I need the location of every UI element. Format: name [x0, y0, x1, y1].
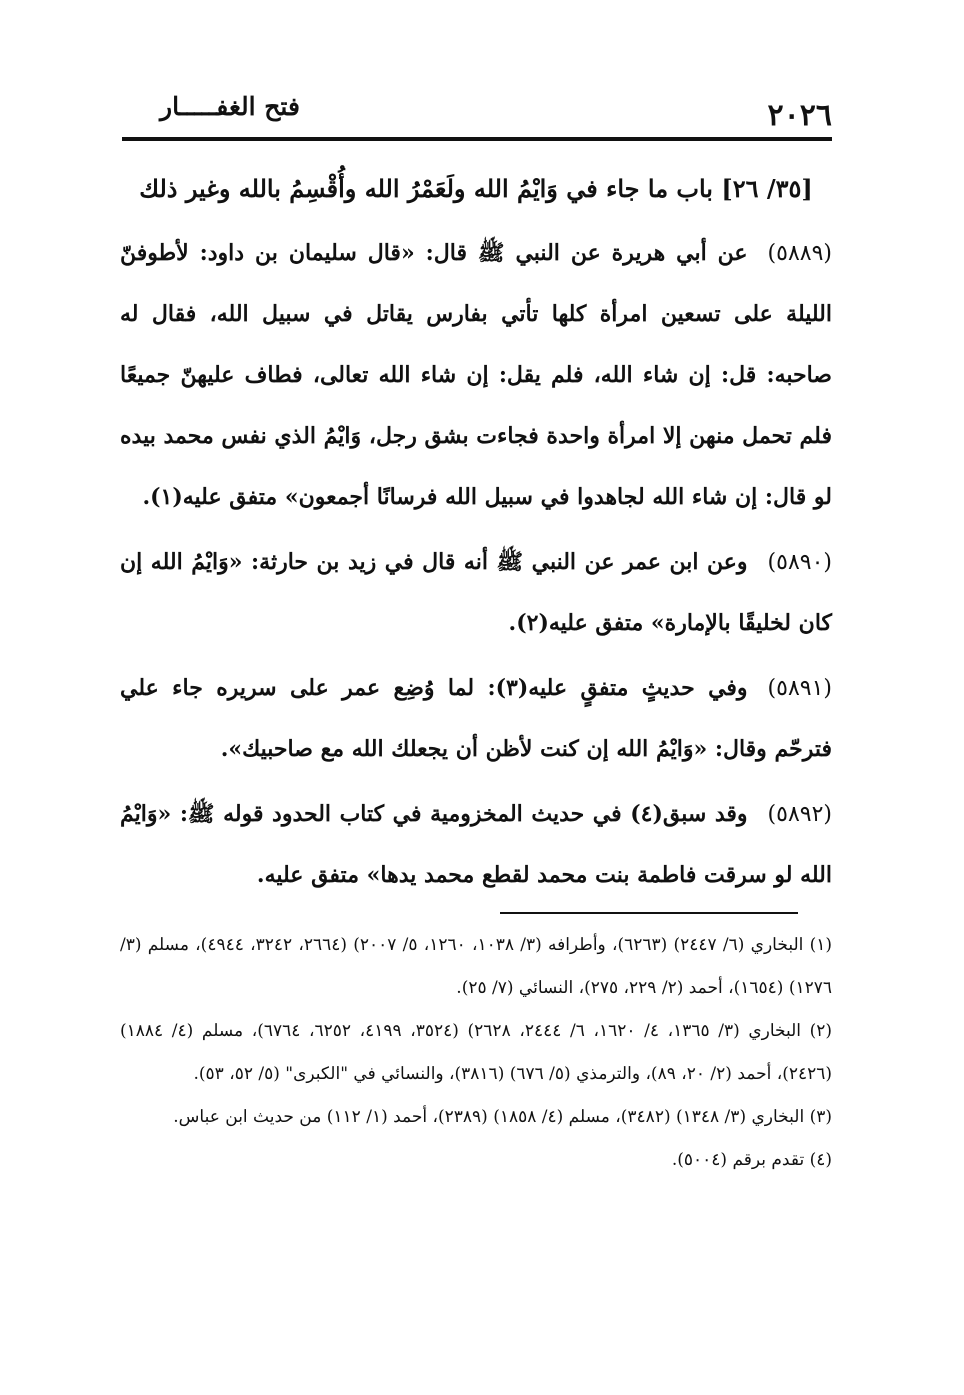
footnote: (٣) البخاري (٣/ ١٣٤٨) (٣٤٨٢)، مسلم (٤/ ١٨٥٨) (٢٣٨٩)، أحمد (١/ ١١٢) من حديث ابن عباس.: [173, 1107, 832, 1127]
hadith-paragraph: [120, 658, 832, 780]
hadith-paragraph: [120, 223, 832, 528]
hadith-number: (٥٨٩٠): [767, 550, 832, 575]
header-rule: [122, 137, 832, 141]
hadith-text: عن أبي هريرة عن النبي ﷺ قال: «قال سليمان بن داود: لأطوفنّ الليلة على تسعين امرأة كلها تأتي بفارس يقاتل في سبيل الله، فقال له صاحبه: قل: إن شاء الله، فلم يقل: إن شاء الله تعالى، فطاف عليهنّ جميعًا فلم تحمل منهن إلا امرأة واحدة فجاءت بشق رجل، وَايْمُ الذي نفس محمد بيده لو قال: إن شاء الله لجاهدوا في سبيل الله فرسانًا أجمعون» متفق عليه(١).: [120, 240, 832, 510]
main-text: [120, 158, 832, 910]
hadith-text: وقد سبق(٤) في حديث المخزومية في كتاب الحدود قوله ﷺ: «وَايْمُ الله لو سرقت فاطمة بنت محمد لقطع محمد يدها» متفق عليه.: [120, 801, 832, 888]
footnote: (٢) البخاري (٣/ ١٣٦٥، ٤/ ١٦٢٠، ٦/ ٢٤٤٤، ٢٦٢٨) (٣٥٢٤، ٤١٩٩، ٦٢٥٢، ٦٧٦٤)، مسلم (٤/ ١٨٨٤) (٢٤٢٦)، أحمد (٢/ ٢٠، ٨٩)، والترمذي (٥/ ٦٧٦) (٣٨١٦)، والنسائي في "الكبرى" (٥/ ٥٢، ٥٣).: [120, 1021, 833, 1084]
chapter-title: [٣٥/ ٢٦] باب ما جاء في وَايْمُ الله ولَعَمْرُ الله وأُقْسِمُ بالله وغير ذلك: [139, 174, 813, 203]
hadith-number: (٥٨٩١): [767, 676, 832, 701]
footnote: (١) البخاري (٦/ ٢٤٤٧) (٦٢٦٣)، وأطرافه (٣/ ١٠٣٨، ١٢٦٠، ٥/ ٢٠٠٧) (٢٦٦٤، ٣٢٤٢، ٤٩٤٤)، مسلم (٣/ ١٢٧٦) (١٦٥٤)، أحمد (٢/ ٢٢٩، ٢٧٥)، النسائي (٧/ ٢٥).: [120, 935, 833, 998]
page-header: [122, 92, 832, 138]
hadith-paragraph: [120, 532, 832, 654]
hadith-text: وعن ابن عمر عن النبي ﷺ أنه قال في زيد بن حارثة: «وَايْمُ الله إن كان لخليقًا بالإمارة» متفق عليه(٢).: [120, 549, 832, 636]
hadith-number: (٥٨٩٢): [767, 802, 832, 827]
running-title: فتح الغفـــــار: [160, 92, 300, 121]
footnotes: [120, 924, 832, 1182]
hadith-number: (٥٨٨٩): [767, 241, 832, 266]
hadith-text: وفي حديثٍ متفقٍ عليه(٣): لما وُضِع عمر على سريره جاء علي فترحّم وقال: «وَايْمُ الله إن كنت لأظن أن يجعلك الله مع صاحبيك».: [120, 675, 832, 762]
footnote: (٤) تقدم برقم (٥٠٠٤).: [671, 1150, 832, 1170]
footnote-separator: [500, 912, 798, 914]
hadith-paragraph: [120, 784, 832, 906]
page-number: ٢٠٢٦: [767, 98, 832, 133]
